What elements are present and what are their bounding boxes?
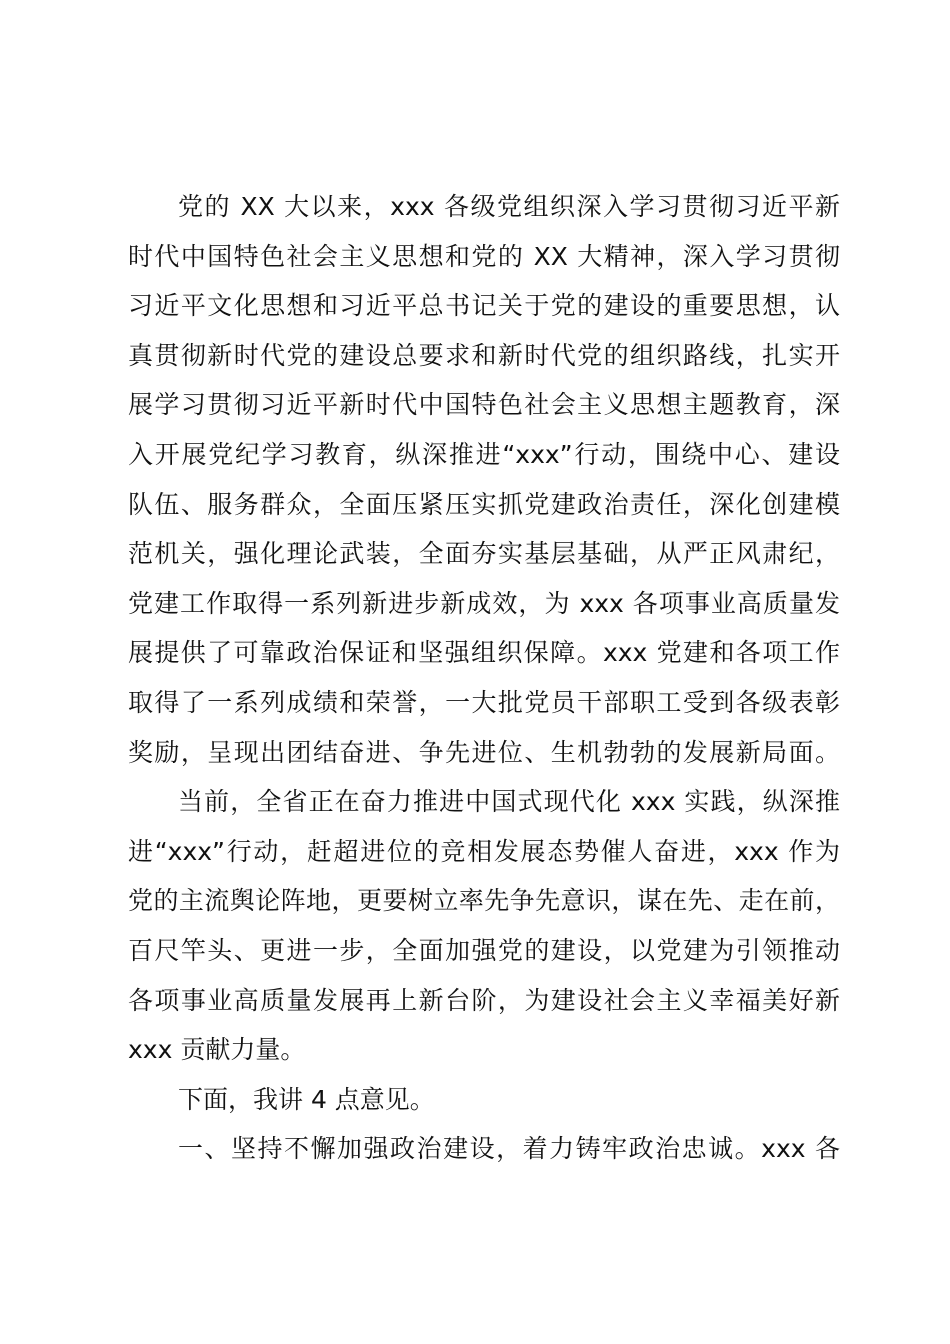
text-line: 范机关，强化理论武装，全面夯实基层基础，从严正风肃纪， xyxy=(128,539,840,569)
text-line: 当前，全省正在奋力推进中国式现代化 xxx 实践，纵深推 xyxy=(178,787,840,817)
text-line: xxx 贡献力量。 xyxy=(128,1035,306,1065)
text-line: 进“xxx”行动，赶超进位的竞相发展态势催人奋进，xxx 作为 xyxy=(128,836,840,866)
paragraph-intro xyxy=(128,182,840,777)
text-line: 百尺竿头、更进一步，全面加强党的建设，以党建为引领推动 xyxy=(128,935,840,965)
document-body xyxy=(128,182,840,1174)
text-line: 党建工作取得一系列新进步新成效，为 xxx 各项事业高质量发 xyxy=(128,588,840,618)
section-heading-line: 一、坚持不懈加强政治建设，着力铸牢政治忠诚。xxx 各 xyxy=(178,1134,840,1164)
text-line: 党的 XX 大以来，xxx 各级党组织深入学习贯彻习近平新 xyxy=(178,192,840,221)
text-line: 展提供了可靠政治保证和坚强组织保障。xxx 党建和各项工作 xyxy=(128,638,840,668)
text-line: 党的主流舆论阵地，更要树立率先争先意识，谋在先、走在前， xyxy=(128,886,840,916)
text-line: 下面，我讲 4 点意见。 xyxy=(178,1084,435,1114)
text-line: 时代中国特色社会主义思想和党的 XX 大精神，深入学习贯彻 xyxy=(128,241,840,271)
text-line: 真贯彻新时代党的建设总要求和新时代党的组织路线，扎实开 xyxy=(128,340,840,370)
paragraph-opinions-intro xyxy=(128,1075,840,1125)
text-line: 取得了一系列成绩和荣誉，一大批党员干部职工受到各级表彰 xyxy=(128,687,840,717)
text-line: 各项事业高质量发展再上新台阶，为建设社会主义幸福美好新 xyxy=(128,985,840,1015)
text-line: 展学习贯彻习近平新时代中国特色社会主义思想主题教育，深 xyxy=(128,390,840,420)
text-line: 队伍、服务群众，全面压紧压实抓党建政治责任，深化创建模 xyxy=(128,489,840,519)
text-line: 习近平文化思想和习近平总书记关于党的建设的重要思想，认 xyxy=(128,291,840,321)
paragraph-current-situation xyxy=(128,777,840,1075)
text-line: 入开展党纪学习教育，纵深推进“xxx”行动，围绕中心、建设 xyxy=(128,439,840,469)
paragraph-section-one xyxy=(128,1124,840,1174)
text-line: 奖励，呈现出团结奋进、争先进位、生机勃勃的发展新局面。 xyxy=(128,737,840,767)
